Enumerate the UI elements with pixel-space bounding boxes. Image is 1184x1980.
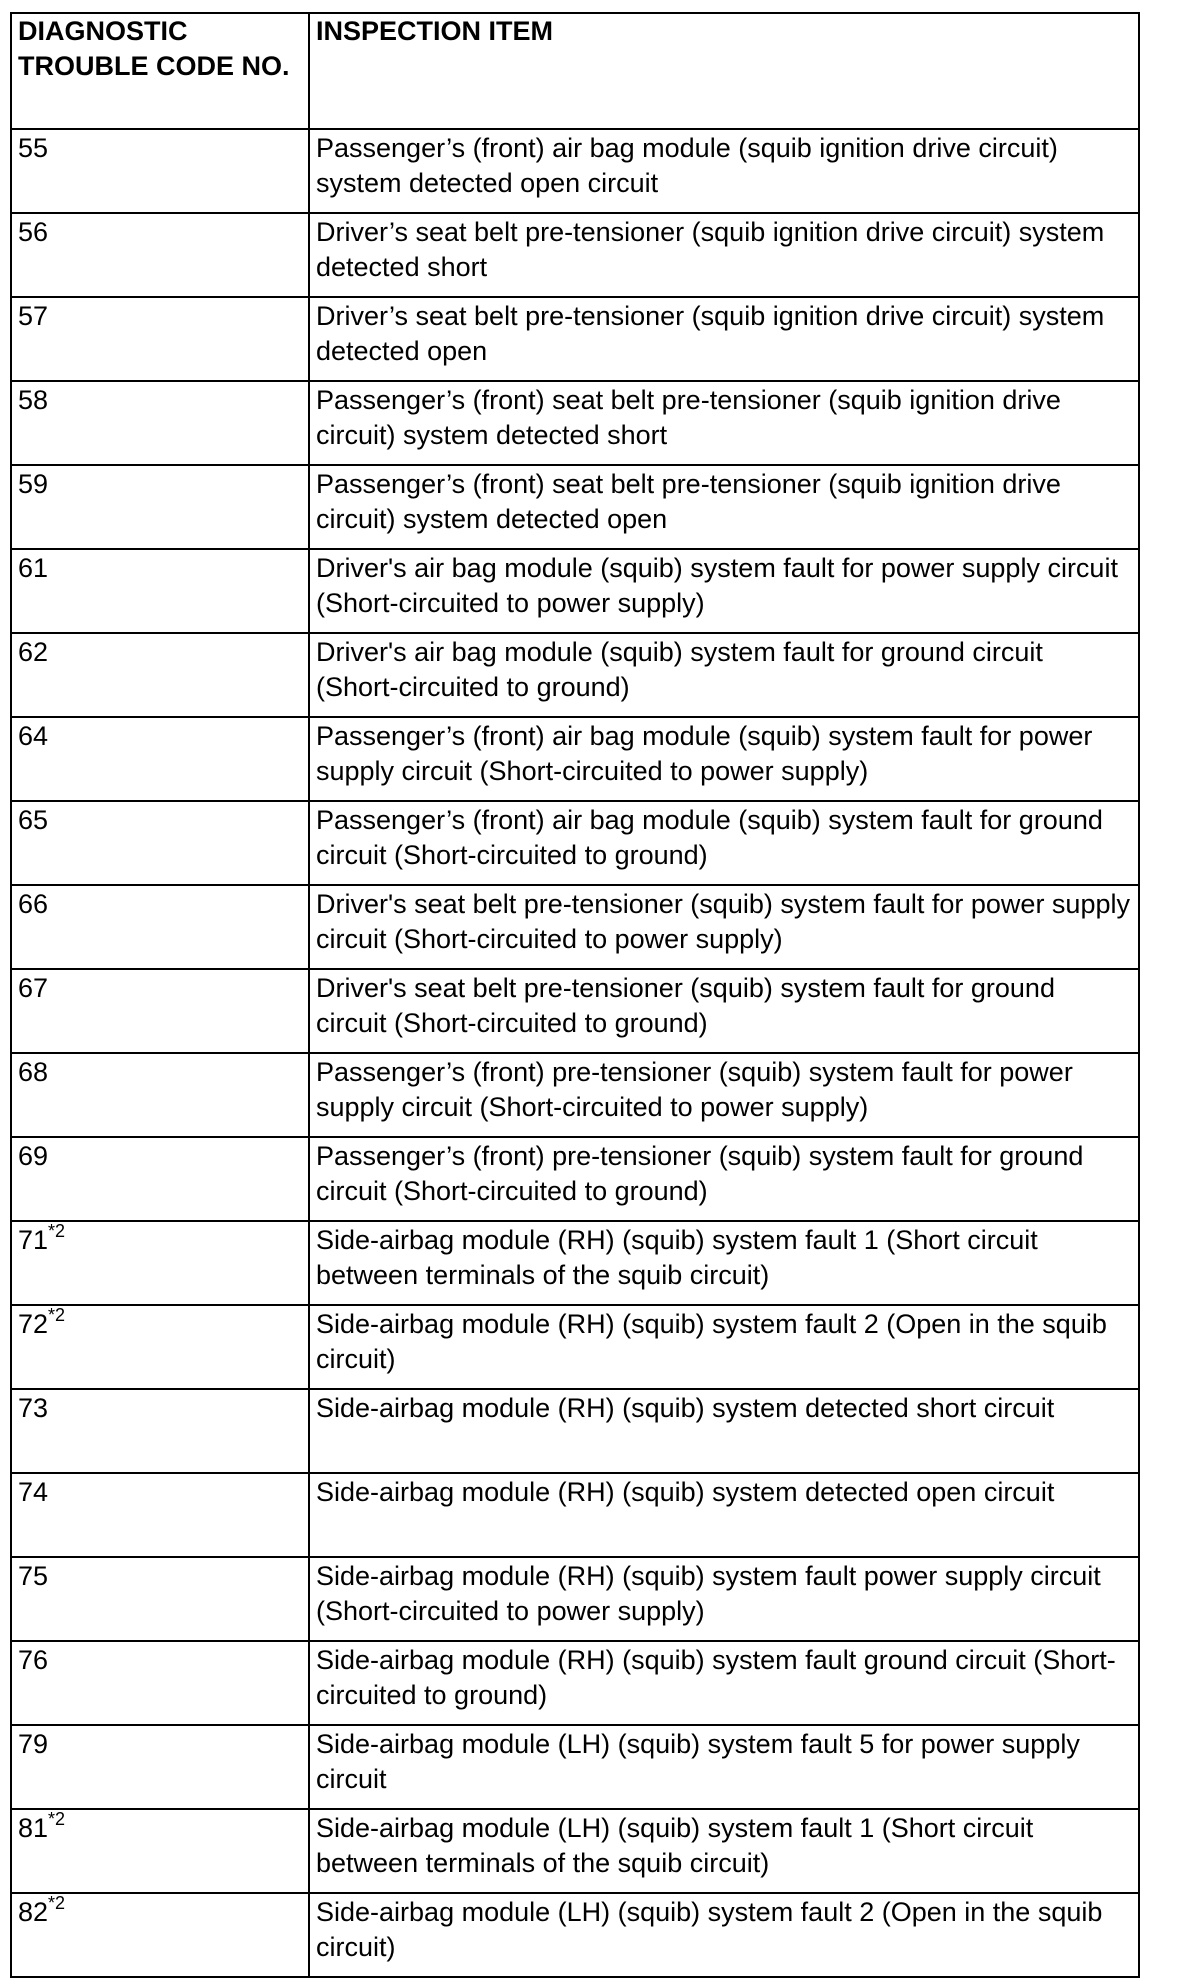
dtc-code: 59 [18, 469, 49, 499]
dtc-code: 76 [18, 1645, 49, 1675]
dtc-code: 82 [18, 1897, 49, 1927]
inspection-item-cell: Driver's seat belt pre-tensioner (squib) system fault for power supply circuit (Short-circuited to power supply) [309, 885, 1139, 969]
dtc-inspection-table [10, 12, 1140, 1978]
dtc-code-cell [11, 969, 309, 1053]
inspection-item-cell: Side-airbag module (RH) (squib) system fault power supply circuit (Short-circuited to power supply) [309, 1557, 1139, 1641]
table-row [11, 1557, 1139, 1641]
dtc-code: 71 [18, 1225, 49, 1255]
dtc-code: 64 [18, 721, 49, 751]
dtc-code-cell [11, 297, 309, 381]
dtc-code-cell [11, 549, 309, 633]
dtc-code: 74 [18, 1477, 49, 1507]
dtc-code: 62 [18, 637, 49, 667]
table-row [11, 129, 1139, 213]
table-row [11, 1137, 1139, 1221]
dtc-code-cell [11, 465, 309, 549]
dtc-code: 58 [18, 385, 49, 415]
table-row [11, 381, 1139, 465]
dtc-code: 73 [18, 1393, 49, 1423]
dtc-code-cell [11, 1641, 309, 1725]
table-row [11, 549, 1139, 633]
footnote-reference: *2 [48, 1809, 66, 1829]
dtc-code-cell [11, 1809, 309, 1893]
dtc-code: 75 [18, 1561, 49, 1591]
inspection-item-cell: Side-airbag module (RH) (squib) system fault ground circuit (Short-circuited to ground) [309, 1641, 1139, 1725]
dtc-code: 57 [18, 301, 49, 331]
inspection-item-cell: Passenger’s (front) pre-tensioner (squib) system fault for power supply circuit (Short-circuited to power supply) [309, 1053, 1139, 1137]
inspection-item-cell: Passenger’s (front) pre-tensioner (squib) system fault for ground circuit (Short-circuited to ground) [309, 1137, 1139, 1221]
table-row [11, 1641, 1139, 1725]
dtc-code-cell [11, 129, 309, 213]
dtc-code: 61 [18, 553, 49, 583]
inspection-item-cell: Passenger’s (front) air bag module (squib) system fault for ground circuit (Short-circuited to ground) [309, 801, 1139, 885]
dtc-code: 72 [18, 1309, 49, 1339]
dtc-code: 56 [18, 217, 49, 247]
dtc-code: 65 [18, 805, 49, 835]
footnote-reference: *2 [48, 1305, 66, 1325]
table-row [11, 1389, 1139, 1473]
dtc-code-cell [11, 633, 309, 717]
table-row [11, 1893, 1139, 1977]
inspection-item-cell: Side-airbag module (RH) (squib) system fault 2 (Open in the squib circuit) [309, 1305, 1139, 1389]
header-inspection-item: INSPECTION ITEM [309, 13, 1139, 129]
dtc-code: 55 [18, 133, 49, 163]
table-row [11, 1305, 1139, 1389]
inspection-item-cell: Passenger’s (front) air bag module (squib ignition drive circuit) system detected open circuit [309, 129, 1139, 213]
inspection-item-cell: Side-airbag module (LH) (squib) system fault 2 (Open in the squib circuit) [309, 1893, 1139, 1977]
inspection-item-cell: Driver's air bag module (squib) system fault for ground circuit (Short-circuited to ground) [309, 633, 1139, 717]
table-row [11, 1053, 1139, 1137]
table-row [11, 717, 1139, 801]
dtc-code-cell [11, 1473, 309, 1557]
table-header-row [11, 13, 1139, 129]
dtc-code-cell [11, 381, 309, 465]
inspection-item-cell: Side-airbag module (RH) (squib) system fault 1 (Short circuit between terminals of the squib circuit) [309, 1221, 1139, 1305]
dtc-code: 66 [18, 889, 49, 919]
table-row [11, 801, 1139, 885]
dtc-code: 69 [18, 1141, 49, 1171]
inspection-item-cell: Passenger’s (front) air bag module (squib) system fault for power supply circuit (Short-circuited to power supply) [309, 717, 1139, 801]
header-dtc-number: DIAGNOSTIC TROUBLE CODE NO. [11, 13, 309, 129]
table-row [11, 1725, 1139, 1809]
dtc-code-cell [11, 1053, 309, 1137]
dtc-code: 81 [18, 1813, 49, 1843]
inspection-item-cell: Passenger’s (front) seat belt pre-tensioner (squib ignition drive circuit) system detected short [309, 381, 1139, 465]
dtc-code-cell [11, 801, 309, 885]
inspection-item-cell: Driver’s seat belt pre-tensioner (squib ignition drive circuit) system detected short [309, 213, 1139, 297]
dtc-code-cell [11, 1137, 309, 1221]
dtc-code-cell [11, 1305, 309, 1389]
table-row [11, 1809, 1139, 1893]
inspection-item-cell: Driver's seat belt pre-tensioner (squib) system fault for ground circuit (Short-circuited to ground) [309, 969, 1139, 1053]
table-row [11, 633, 1139, 717]
table-row [11, 1473, 1139, 1557]
dtc-code-cell [11, 885, 309, 969]
inspection-item-cell: Driver’s seat belt pre-tensioner (squib ignition drive circuit) system detected open [309, 297, 1139, 381]
table-body [11, 129, 1139, 1977]
dtc-code: 68 [18, 1057, 49, 1087]
dtc-code-cell [11, 1221, 309, 1305]
table-row [11, 885, 1139, 969]
table-row [11, 297, 1139, 381]
footnote-reference: *2 [48, 1893, 66, 1913]
table-row [11, 465, 1139, 549]
table-row [11, 1221, 1139, 1305]
inspection-item-cell: Side-airbag module (LH) (squib) system fault 1 (Short circuit between terminals of the squib circuit) [309, 1809, 1139, 1893]
dtc-code-cell [11, 1893, 309, 1977]
dtc-code-cell [11, 717, 309, 801]
dtc-code-cell [11, 1725, 309, 1809]
inspection-item-cell: Side-airbag module (RH) (squib) system detected open circuit [309, 1473, 1139, 1557]
inspection-item-cell: Driver's air bag module (squib) system fault for power supply circuit (Short-circuited to power supply) [309, 549, 1139, 633]
table-row [11, 969, 1139, 1053]
dtc-code: 67 [18, 973, 49, 1003]
footnote-reference: *2 [48, 1221, 66, 1241]
table-row [11, 213, 1139, 297]
dtc-code: 79 [18, 1729, 49, 1759]
dtc-code-cell [11, 1389, 309, 1473]
inspection-item-cell: Passenger’s (front) seat belt pre-tensioner (squib ignition drive circuit) system detected open [309, 465, 1139, 549]
inspection-item-cell: Side-airbag module (RH) (squib) system detected short circuit [309, 1389, 1139, 1473]
dtc-code-cell [11, 1557, 309, 1641]
dtc-code-cell [11, 213, 309, 297]
inspection-item-cell: Side-airbag module (LH) (squib) system fault 5 for power supply circuit [309, 1725, 1139, 1809]
